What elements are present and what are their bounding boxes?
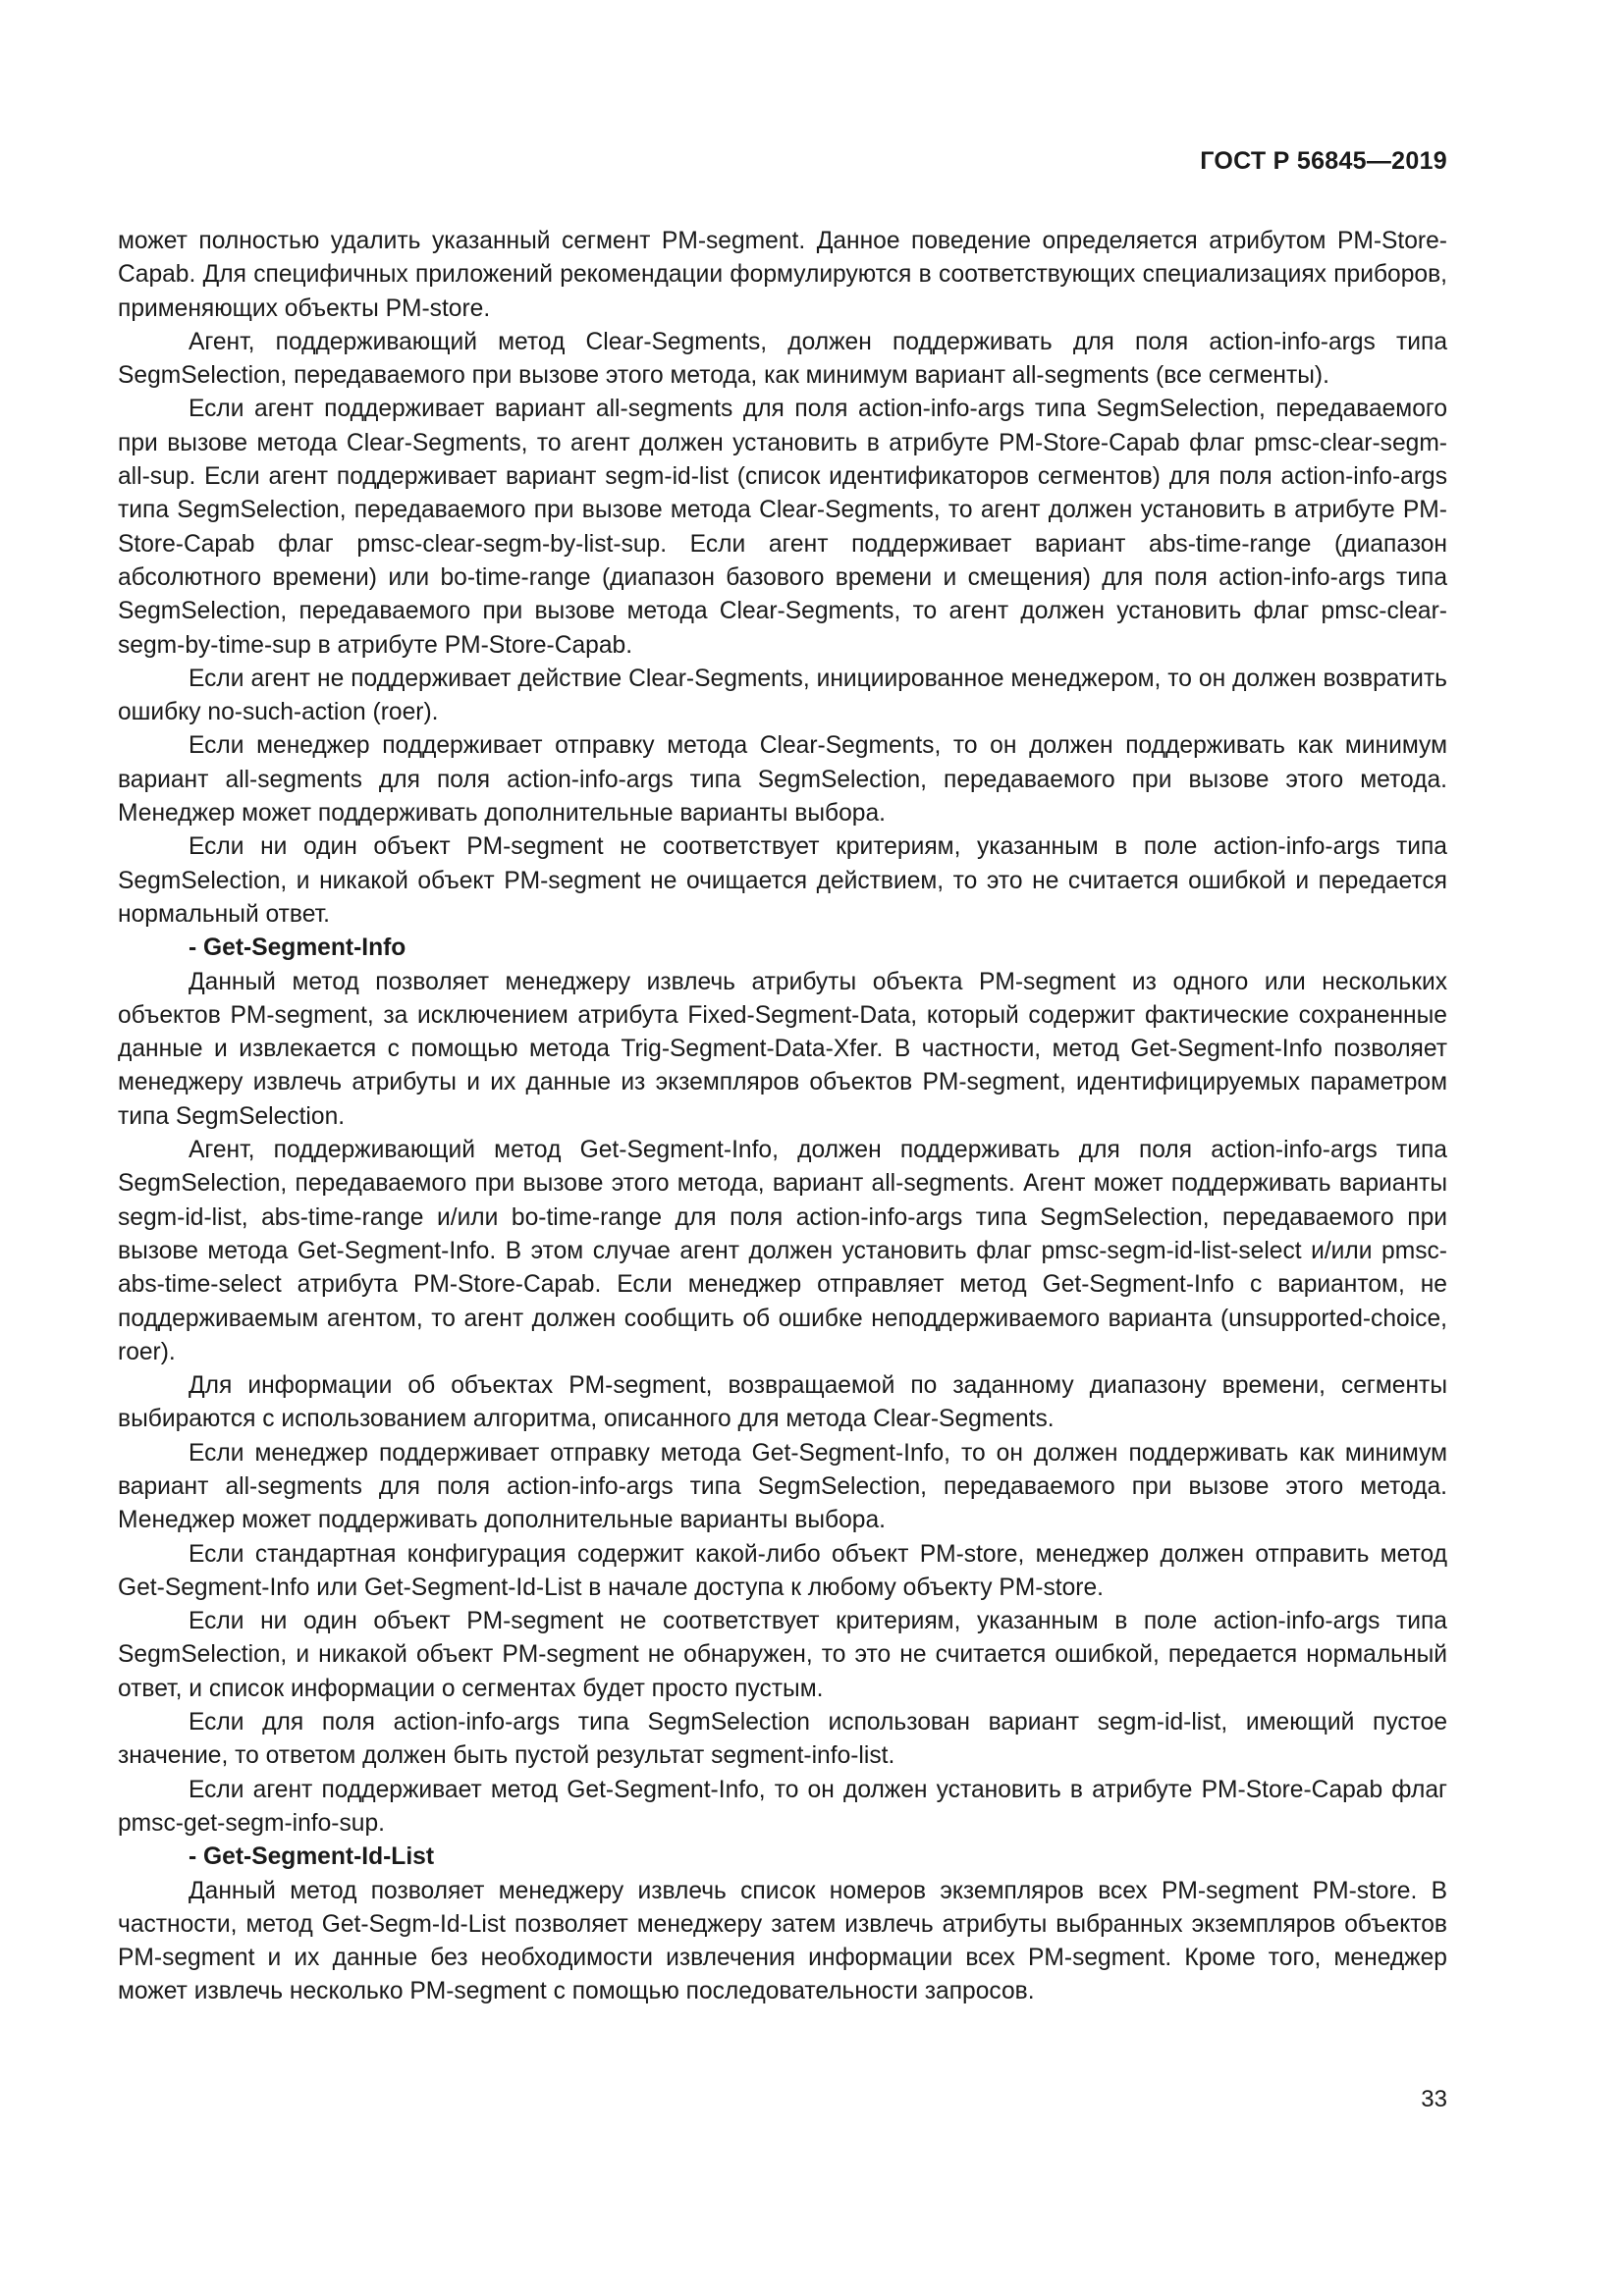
paragraph: Данный метод позволяет менеджеру извлечь список номеров экземпляров всех PM-segment PM-store. В частности, метод Get-Segm-Id-List позволяет менеджеру затем извлечь атрибуты выбранных экземпляров объектов PM-segment и их данные без необходимости извлечения информации всех PM-segment. Кроме того, менеджер может извлечь несколько PM-segment с помощью последовательности запросов. bbox=[118, 1877, 1447, 2005]
paragraph: Если агент поддерживает метод Get-Segment-Info, то он должен установить в атрибуте PM-Store-Capab флаг pmsc-get-segm-info-sup. bbox=[118, 1776, 1447, 1837]
paragraph: Если для поля action-info-args типа SegmSelection использован вариант segm-id-list, имеющий пустое значение, то ответом должен быть пустой результат segment-info-list. bbox=[118, 1709, 1447, 1770]
paragraph: Данный метод позволяет менеджеру извлечь атрибуты объекта PM-segment из одного или нескольких объектов PM-segment, за исключением атрибута Fixed-Segment-Data, который содержит фактические сохраненные данные и извлекается с помощью метода Trig-Segment-Data-Xfer. В частности, метод Get-Segment-Info позволяет менеджеру извлечь атрибуты и их данные из экземпляров объектов PM-segment, идентифицируемых параметром типа SegmSelection. bbox=[118, 968, 1447, 1130]
paragraph: Для информации об объектах PM-segment, возвращаемой по заданному диапазону времени, сегменты выбираются с использованием алгоритма, описанного для метода Clear-Segments. bbox=[118, 1372, 1447, 1433]
section-heading-get-segment-info: - Get-Segment-Info bbox=[189, 934, 406, 962]
paragraph: Агент, поддерживающий метод Get-Segment-Info, должен поддерживать для поля action-info-args типа SegmSelection, передаваемого при вызове этого метода, вариант all-segments. Агент может поддерживать варианты segm-id-list, abs-time-range и/или bo-time-range для поля action-info-args типа SegmSelection, передаваемого при вызове метода Get-Segment-Info. В этом случае агент должен установить флаг pmsc-segm-id-list-select и/или pmsc-abs-time-select атрибута PM-Store-Capab. Если менеджер отправляет метод Get-Segment-Info с вариантом, не поддерживаемым агентом, то агент должен сообщить об ошибке неподдерживаемого варианта (unsupported-choice, roer). bbox=[118, 1137, 1447, 1365]
body-text bbox=[118, 225, 1447, 2009]
section-heading-get-segment-id-list: - Get-Segment-Id-List bbox=[189, 1843, 435, 1871]
paragraph: Если агент поддерживает вариант all-segments для поля action-info-args типа SegmSelection, передаваемого при вызове метода Clear-Segments, то агент должен установить в атрибуте PM-Store-Capab флаг pmsc-clear-segm-all-sup. Если агент поддерживает вариант segm-id-list (список идентификаторов сегментов) для поля action-info-args типа SegmSelection, передаваемого при вызове метода Clear-Segments, то агент должен установить в атрибуте PM-Store-Capab флаг pmsc-clear-segm-by-list-sup. Если агент поддерживает вариант abs-time-range (диапазон абсолютного времени) или bo-time-range (диапазон базового времени и смещения) для поля action-info-args типа SegmSelection, передаваемого при вызове метода Clear-Segments, то агент должен установить флаг pmsc-clear-segm-by-time-sup в атрибуте PM-Store-Capab. bbox=[118, 396, 1447, 659]
paragraph: Если ни один объект PM-segment не соответствует критериям, указанным в поле action-info-args типа SegmSelection, и никакой объект PM-segment не очищается действием, то это не считается ошибкой и передается нормальный ответ. bbox=[118, 833, 1447, 928]
paragraph: Если стандартная конфигурация содержит какой-либо объект PM-store, менеджер должен отправить метод Get-Segment-Info или Get-Segment-Id-List в начале доступа к любому объекту PM-store. bbox=[118, 1540, 1447, 1601]
paragraph: Агент, поддерживающий метод Clear-Segments, должен поддерживать для поля action-info-args типа SegmSelection, передаваемого при вызове этого метода, как минимум вариант all-segments (все сегменты). bbox=[118, 328, 1447, 390]
paragraph: Если ни один объект PM-segment не соответствует критериям, указанным в поле action-info-args типа SegmSelection, и никакой объект PM-segment не обнаружен, то это не считается ошибкой, передается нормальный ответ, и список информации о сегментах будет просто пустым. bbox=[118, 1608, 1447, 1702]
page-number: 33 bbox=[1421, 2086, 1447, 2112]
paragraph: Если агент не поддерживает действие Clear-Segments, инициированное менеджером, то он должен возвратить ошибку no-such-action (roer). bbox=[118, 665, 1447, 726]
standard-header: ГОСТ Р 56845—2019 bbox=[1200, 147, 1447, 175]
paragraph: Если менеджер поддерживает отправку метода Get-Segment-Info, то он должен поддерживать как минимум вариант all-segments для поля action-info-args типа SegmSelection, передаваемого при вызове этого метода. Менеджер может поддерживать дополнительные варианты выбора. bbox=[118, 1439, 1447, 1534]
paragraph: может полностью удалить указанный сегмент PM-segment. Данное поведение определяется атрибутом PM-Store-Capab. Для специфичных приложений рекомендации формулируются в соответствующих специализациях приборов, применяющих объекты PM-store. bbox=[118, 228, 1447, 322]
paragraph: Если менеджер поддерживает отправку метода Clear-Segments, то он должен поддерживать как минимум вариант all-segments для поля action-info-args типа SegmSelection, передаваемого при вызове этого метода. Менеджер может поддерживать дополнительные варианты выбора. bbox=[118, 732, 1447, 828]
